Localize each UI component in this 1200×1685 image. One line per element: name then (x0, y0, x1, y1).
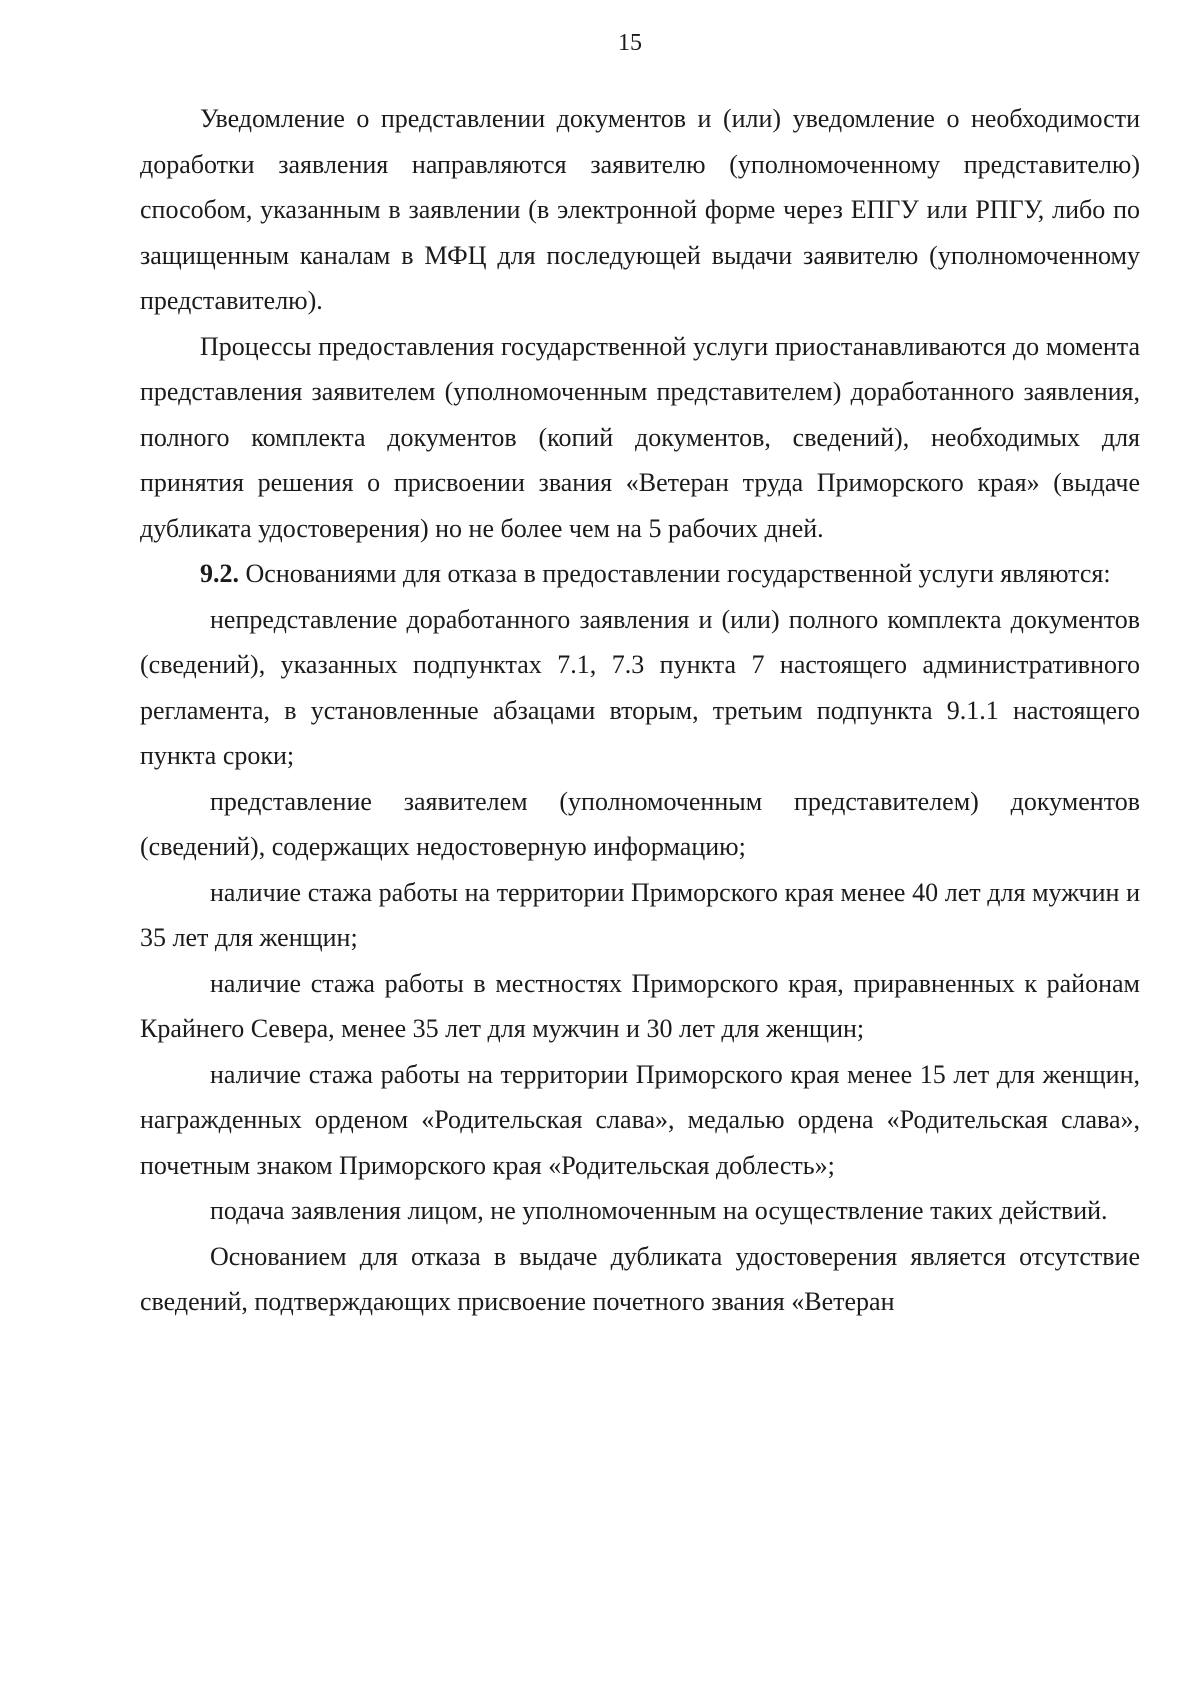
section-9-2-paragraph (140, 551, 1140, 597)
ground-item: наличие стажа работы в местностях Приморского края, приравненных к районам Крайнего Севера, менее 35 лет для мужчин и 30 лет для женщин; (140, 968, 1140, 1043)
ground-item: представление заявителем (уполномоченным представителем) документов (сведений), содержащих недостоверную информацию; (140, 786, 1140, 861)
section-9-2-text: Основаниями для отказа в предоставлении государственной услуги являются: (239, 559, 1111, 588)
paragraph-duplicate-refusal: Основанием для отказа в выдаче дубликата удостоверения является отсутствие сведений, подтверждающих присвоение почетного звания «Ветеран (140, 1241, 1140, 1316)
document-body (140, 96, 1140, 1325)
paragraph-suspension: Процессы предоставления государственной услуги приостанавливаются до момента представления заявителем (уполномоченным представителем) доработанного заявления, полного комплекта документов (копий документов, сведений), необходимых для принятия решения о присвоении звания «Ветеран труда Приморского края» (выдаче дубликата удостоверения) но не более чем на 5 рабочих дней. (140, 331, 1140, 543)
section-number: 9.2. (200, 559, 239, 588)
ground-item: непредставление доработанного заявления и (или) полного комплекта документов (сведений), указанных подпунктах 7.1, 7.3 пункта 7 настоящего административного регламента, в установленные абзацами вторым, третьим подпункта 9.1.1 настоящего пункта сроки; (140, 604, 1140, 770)
ground-item: наличие стажа работы на территории Приморского края менее 40 лет для мужчин и 35 лет для женщин; (140, 877, 1140, 952)
paragraph-notification: Уведомление о представлении документов и (или) уведомление о необходимости доработки заявления направляются заявителю (уполномоченному представителю) способом, указанным в заявлении (в электронной форме через ЕПГУ или РПГУ, либо по защищенным каналам в МФЦ для последующей выдачи заявителю (уполномоченному представителю). (140, 104, 1140, 315)
ground-item: подача заявления лицом, не уполномоченным на осуществление таких действий. (210, 1196, 1108, 1225)
ground-item: наличие стажа работы на территории Приморского края менее 15 лет для женщин, награжденных орденом «Родительская слава», медалью ордена «Родительская слава», почетным знаком Приморского края «Родительская доблесть»; (140, 1059, 1140, 1180)
page-number: 15 (618, 30, 642, 56)
